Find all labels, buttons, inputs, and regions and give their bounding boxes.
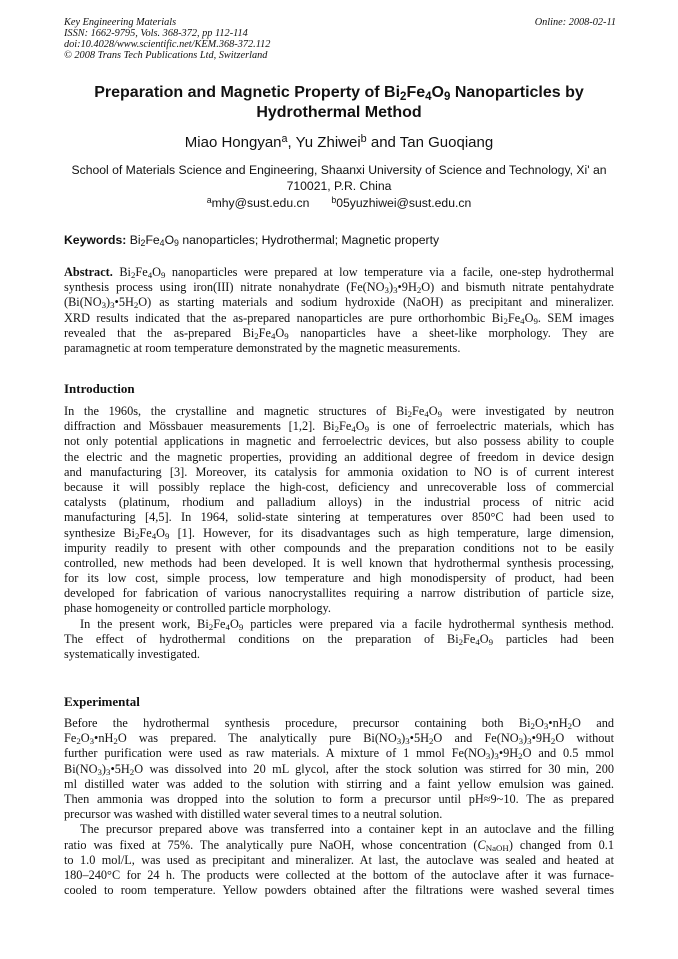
section-heading-introduction: Introduction: [64, 381, 135, 396]
issn-line: ISSN: 1662-9795, Vols. 368-372, pp 112-114: [64, 28, 248, 39]
keywords: Keywords: $Bi_2Fe_4O_9$ nanoparticles; Hydrothermal; Magnetic property: [64, 233, 440, 249]
author: Yu Zhiwei: [295, 134, 361, 151]
copyright-line: © 2008 Trans Tech Publications Ltd, Switzerland: [64, 50, 268, 61]
author: and Tan Guoqiang: [366, 134, 494, 151]
affiliation: School of Materials Science and Engineering, Shaanxi University of Science and Technology, Xi' an 710021, P.R. China: [71, 163, 607, 193]
email-link[interactable]: $^a$mhy@sust.edu.cn: [206, 195, 310, 210]
author-emails: [60, 195, 618, 211]
doi-line: doi:10.4028/www.scientific.net/KEM.368-372.112: [64, 39, 271, 50]
paper-title: Preparation and Magnetic Property of $Bi_2Fe_4O_9$ Nanoparticles by Hydrothermal Method: [94, 84, 584, 121]
online-date: Online: 2008-02-11: [534, 17, 616, 28]
section-heading-experimental: Experimental: [64, 694, 140, 709]
author-list: Miao Hongyan$^a$, Yu Zhiwei$^b$ and Tan Guoqiang: [184, 133, 494, 151]
introduction-body: In the 1960s, the crystalline and magnetic structures of $Bi_2Fe_4O_9$ were investigated by neutron diffraction and Mössbauer measurements [1,2]. $Bi_2Fe_4O_9$ is one of ferroelectric materials, which has not only potential applications in magnetic and ferroelectric devices, but also possess ability to couple the electric and the magnetic properties, providing an additional degree of freedom in device design and manufacturing [3]. Moreover, its catalysis for ammonia oxidation to NO is of current interest because it will possibly replace the high-cost, deficiency and unrecoverable loss of commercial catalysts (platinum, rhodium and palladium alloys) in the industrial process of nitric acid manufacturing [4,5]. In 1964, solid-state sintering at temperatures over 850°C had been used to synthesize $Bi_2Fe_4O_9$ [1]. However, for its disadvantages such as high temperature, large dimension, impurity readily to present with other compounds and the preparation conditions not to be easily controlled, new methods had been developed. It is well known that hydrothermal synthesis processing, for its low cost, simple process, low temperature and high monodispersity of product, had been developed for fabrication of various nanocrystallites requiring a narrow distribution of particle size, phase homogeneity or controlled particle morphology. In the present work, $Bi_2Fe_4O_9$ particles were prepared via a facile hydrothermal synthesis method. The effect of hydrothermal conditions on the preparation of $Bi_2Fe_4O_9$ particles had been systematically investigated.: [64, 404, 615, 661]
abstract: Abstract. $Bi_2Fe_4O_9$ nanoparticles were prepared at low temperature via a facile, one-step hydrothermal synthesis process using iron(III) nitrate nonahydrate $(Fe(NO_3)_3•9H_2O)$ and bismuth nitrate pentahydrate $(Bi(NO_3)_3•5H_2O)$ as starting materials and sodium hydroxide (NaOH) as precipitant and mineralizer. XRD results indicated that the as-prepared nanoparticles are pure orthorhombic $Bi_2Fe_4O_9$. SEM images revealed that the as-prepared $Bi_2Fe_4O_9$ nanoparticles have a sheet-like morphology. They are paramagnetic at room temperature demonstrated by the magnetic measurements.: [64, 265, 615, 355]
author: Miao Hongyan: [184, 134, 282, 151]
journal-header: [64, 17, 616, 61]
journal-name: Key Engineering Materials: [64, 17, 177, 28]
experimental-body: Before the hydrothermal synthesis procedure, precursor containing both $Bi_2O_3•nH_2O$ and $Fe_2O_3•nH_2O$ was prepared. The analytically pure $Bi(NO_3)_3•5H_2O$ and $Fe(NO_3)_3•9H_2O$ without further purification were used as raw materials. A mixture of 1 mmol $Fe(NO_3)_3•9H_2O$ and 0.5 mmol $Bi(NO_3)_3•5H_2O$ was dissolved into 20 mL glycol, after the stock solution was stirred for 30 min, 200 ml distilled water was added to the solution with stirring and a faint yellow emulsion was gained. Then ammonia was dropped into the solution to form a precursor until pH≈9~10. The as prepared precursor was washed with distilled water several times to a neutral solution. The precursor prepared above was transferred into a container kept in an autoclave and the filling ratio was fixed at 75%. The analytically pure NaOH, whose concentration $(C_{NaOH})$ changed from 0.1 to 1.0 mol/L, was used as precipitant and mineralizer. At last, the autoclave was sealed and heated at 180–240°C for 24 h. The products were collected at the bottom of the autoclave after it was furnace- cooled to room temperature. Yellow powders obtained after the filtrations were washed several times: [64, 716, 615, 898]
email-link[interactable]: $^b$05yuzhiwei@sust.edu.cn: [331, 195, 472, 210]
